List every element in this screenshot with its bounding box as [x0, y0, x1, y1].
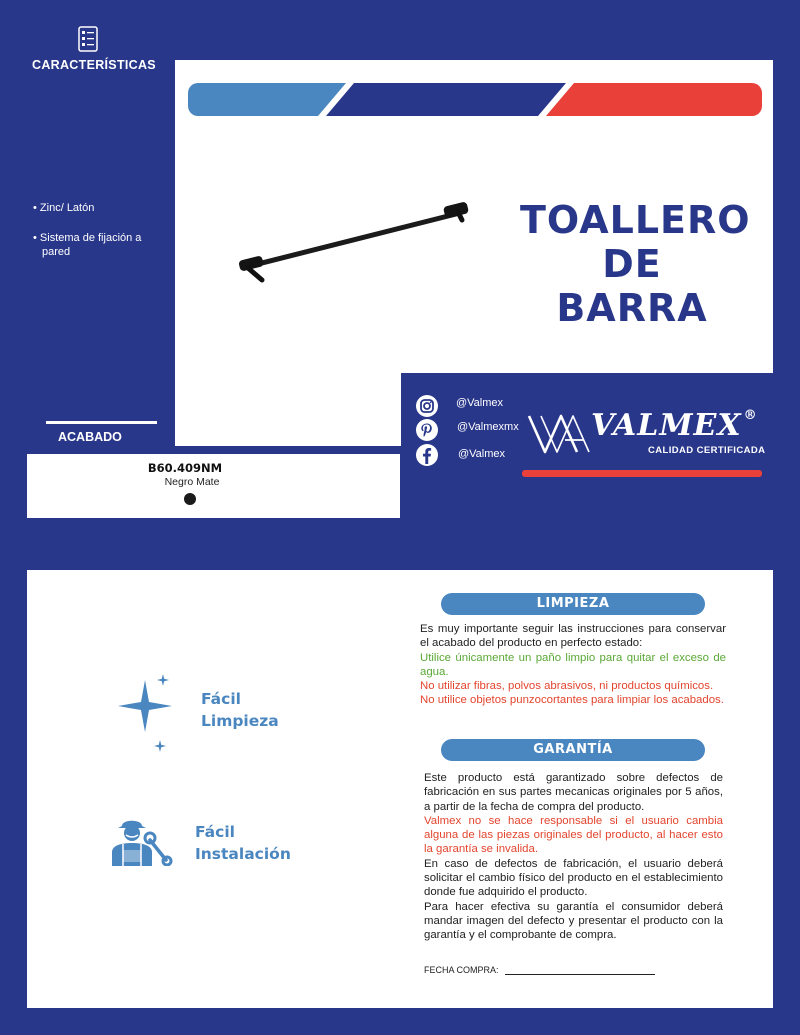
pinterest-handle[interactable]: @Valmexmx	[457, 421, 519, 433]
warranty-p3: Para hacer efectiva su garantía el consumidor deberá mandar imagen del defecto y presentar el producto con la garantía y el comprobante de compra.	[424, 900, 723, 942]
brand-tagline: CALIDAD CERTIFICADA	[648, 445, 766, 456]
cleaning-intro: Es muy importante seguir las instrucciones para conservar el acabado del producto en perfecto estado:	[420, 623, 726, 650]
feature-item-2: • Sistema de fijación a pared	[33, 232, 142, 258]
towel-bar-image	[232, 198, 474, 284]
cleaning-red-1: No utilizar fibras, polvos abrasivos, ni productos químicos.	[420, 680, 714, 693]
highlight-cleaning	[201, 688, 279, 732]
pinterest-icon[interactable]	[416, 419, 438, 441]
highlight-installation	[195, 821, 291, 865]
instagram-icon[interactable]	[416, 395, 438, 417]
installer-icon	[108, 816, 174, 866]
finish-divider	[46, 421, 157, 424]
stripes-banner	[188, 83, 762, 116]
highlight-installation-line-2: Instalación	[195, 845, 291, 863]
features-heading: CARACTERÍSTICAS	[32, 58, 156, 72]
brand-red-bar	[522, 470, 762, 477]
highlight-cleaning-line-1: Fácil	[201, 690, 241, 708]
feature-item-2-label: Sistema de fijación a pared	[39, 232, 142, 258]
purchase-date-field[interactable]	[505, 974, 655, 975]
cleaning-green: Utilice únicamente un paño limpio para quitar el exceso de agua.	[420, 651, 726, 678]
cleaning-text	[420, 622, 726, 708]
product-title-line-1: TOALLERO	[520, 198, 751, 242]
cleaning-red-2: No utilice objetos punzocortantes para limpiar los acabados.	[420, 694, 724, 707]
cleaning-title: LIMPIEZA	[441, 593, 705, 615]
valmex-logo-icon	[527, 414, 591, 454]
facebook-handle[interactable]: @Valmex	[458, 448, 506, 460]
finish-swatch	[184, 493, 196, 505]
checklist-icon	[78, 26, 98, 52]
instagram-handle[interactable]: @Valmex	[456, 397, 504, 409]
brand-name-text: VALMEX	[591, 408, 742, 443]
finish-name: Negro Mate	[164, 476, 220, 488]
warranty-title: GARANTÍA	[441, 739, 705, 761]
finish-code: B60.409NM	[147, 461, 223, 475]
facebook-icon[interactable]	[416, 444, 438, 466]
product-title-line-2: DE	[602, 242, 662, 286]
highlight-installation-line-1: Fácil	[195, 823, 235, 841]
registered-mark: ®	[743, 408, 758, 423]
brand-name	[591, 408, 758, 443]
product-title-line-3: BARRA	[556, 286, 708, 330]
warranty-p2: En caso de defectos de fabricación, el usuario deberá solicitar el cambio físico del producto en el establecimiento donde fue adquirido el producto.	[424, 857, 723, 899]
sparkle-icon	[114, 674, 172, 756]
highlight-cleaning-line-2: Limpieza	[201, 712, 279, 730]
finish-heading: ACABADO	[58, 430, 122, 444]
product-title	[520, 198, 751, 330]
feature-item-1: • Zinc/ Latón	[33, 202, 95, 214]
product-panel-extension	[175, 373, 401, 446]
warranty-p1: Este producto está garantizado sobre defectos de fabricación en sus partes mecanicas originales por 5 años, a partir de la fecha de compra del producto.	[424, 772, 723, 813]
feature-item-1-label: Zinc/ Latón	[39, 202, 95, 214]
purchase-date-label: FECHA COMPRA:	[424, 965, 499, 975]
warranty-red: Valmex no se hace responsable si el usuario cambia alguna de las piezas originales del producto, al hacer esto la garantía se invalida.	[424, 814, 723, 856]
warranty-text	[424, 771, 723, 943]
